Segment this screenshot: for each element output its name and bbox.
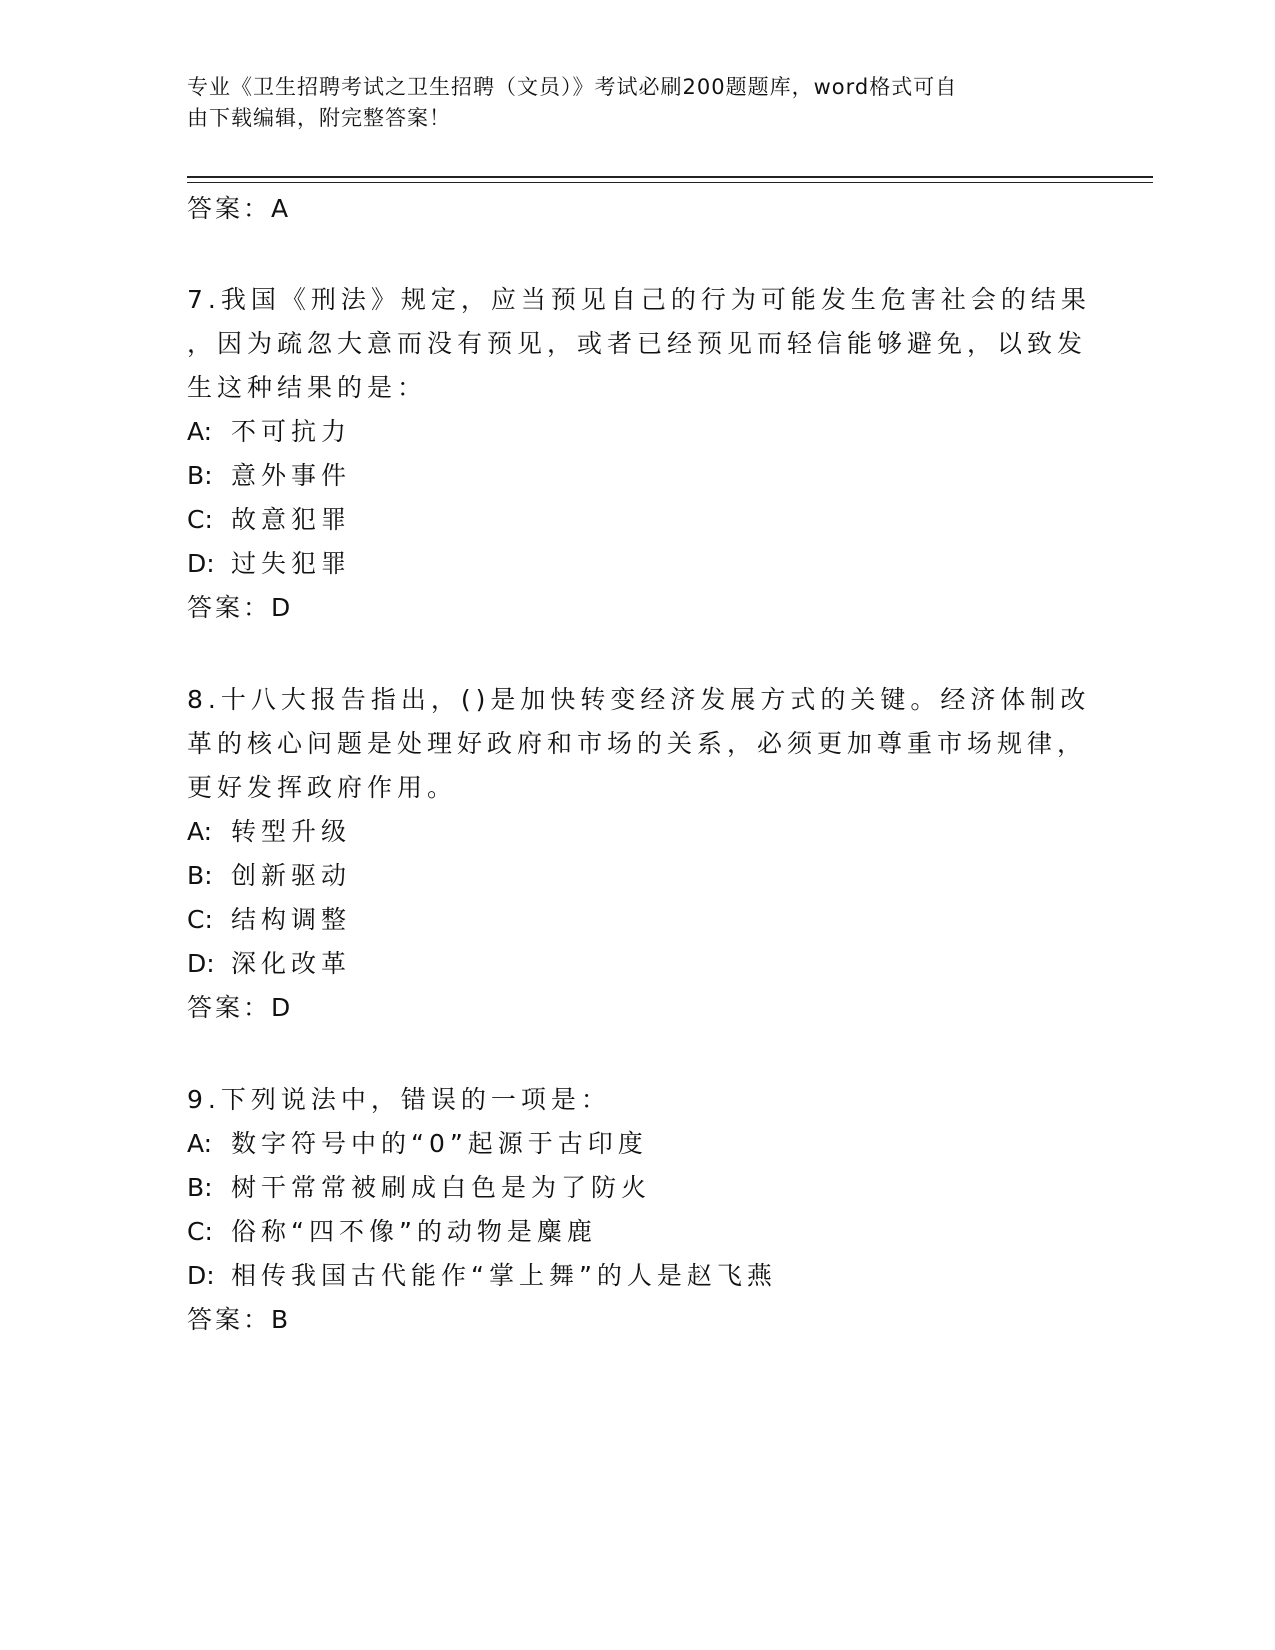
option-text: 树干常常被刷成白色是为了防火: [231, 1173, 652, 1202]
option-letter: D:: [187, 949, 215, 978]
q7-option-c: [187, 503, 351, 537]
option-text: 意外事件: [231, 461, 352, 490]
q8-text-line-3: 更好发挥政府作用。: [187, 773, 458, 802]
option-letter: D:: [187, 549, 215, 578]
option-text: 相传我国古代能作“掌上舞”的人是赵飞燕: [231, 1261, 777, 1290]
q9-option-a: [187, 1127, 648, 1161]
q9-option-b: [187, 1171, 651, 1205]
q8-option-c: [187, 903, 351, 937]
q7-text-line-2: ，因为疏忽大意而没有预见，或者已经预见而轻信能够避免，以致发: [187, 329, 1088, 358]
q8-text-line-2: 革的核心问题是处理好政府和市场的关系，必须更加尊重市场规律，: [187, 729, 1088, 758]
option-letter: B:: [187, 461, 213, 490]
header-rule-thin: [187, 182, 1153, 183]
header-line-2: 由下载编辑，附完整答案！: [187, 106, 451, 130]
q8-option-b: [187, 859, 351, 893]
option-text: 数字符号中的“0”起源于古印度: [231, 1129, 648, 1158]
option-letter: A:: [187, 1129, 213, 1158]
option-letter: C:: [187, 505, 213, 534]
header-line-1: 专业《卫生招聘考试之卫生招聘（文员）》考试必刷200题题库，word格式可自: [187, 75, 958, 99]
q7-text-line-3: 生这种结果的是：: [187, 373, 428, 402]
option-letter: C:: [187, 905, 213, 934]
option-text: 创新驱动: [231, 861, 352, 890]
q7-text-line-1: 7.我国《刑法》规定，应当预见自己的行为可能发生危害社会的结果: [187, 285, 1091, 314]
document-header: [187, 72, 1087, 134]
option-letter: D:: [187, 1261, 215, 1290]
q7-option-d: [187, 547, 351, 581]
option-text: 故意犯罪: [231, 505, 352, 534]
q9-option-d: [187, 1259, 777, 1293]
option-letter: A:: [187, 817, 213, 846]
q9-answer: 答案：B: [187, 1305, 292, 1334]
option-text: 转型升级: [231, 817, 352, 846]
option-text: 结构调整: [231, 905, 352, 934]
option-letter: A:: [187, 417, 213, 446]
option-letter: B:: [187, 1173, 213, 1202]
q9-option-c: [187, 1215, 597, 1249]
option-text: 过失犯罪: [231, 549, 352, 578]
option-text: 深化改革: [231, 949, 352, 978]
answer-previous: 答案：A: [187, 194, 292, 223]
q8-option-d: [187, 947, 351, 981]
q8-answer: 答案：D: [187, 993, 294, 1022]
header-rule: [187, 176, 1153, 178]
option-text: 俗称“四不像”的动物是麋鹿: [231, 1217, 597, 1246]
option-text: 不可抗力: [231, 417, 352, 446]
option-letter: B:: [187, 861, 213, 890]
q8-option-a: [187, 815, 351, 849]
q7-option-b: [187, 459, 351, 493]
q7-option-a: [187, 415, 351, 449]
q9-text-line-1: 9.下列说法中，错误的一项是：: [187, 1085, 611, 1114]
q7-answer: 答案：D: [187, 593, 294, 622]
option-letter: C:: [187, 1217, 213, 1246]
q8-text-line-1: 8.十八大报告指出，()是加快转变经济发展方式的关键。经济体制改: [187, 685, 1091, 714]
